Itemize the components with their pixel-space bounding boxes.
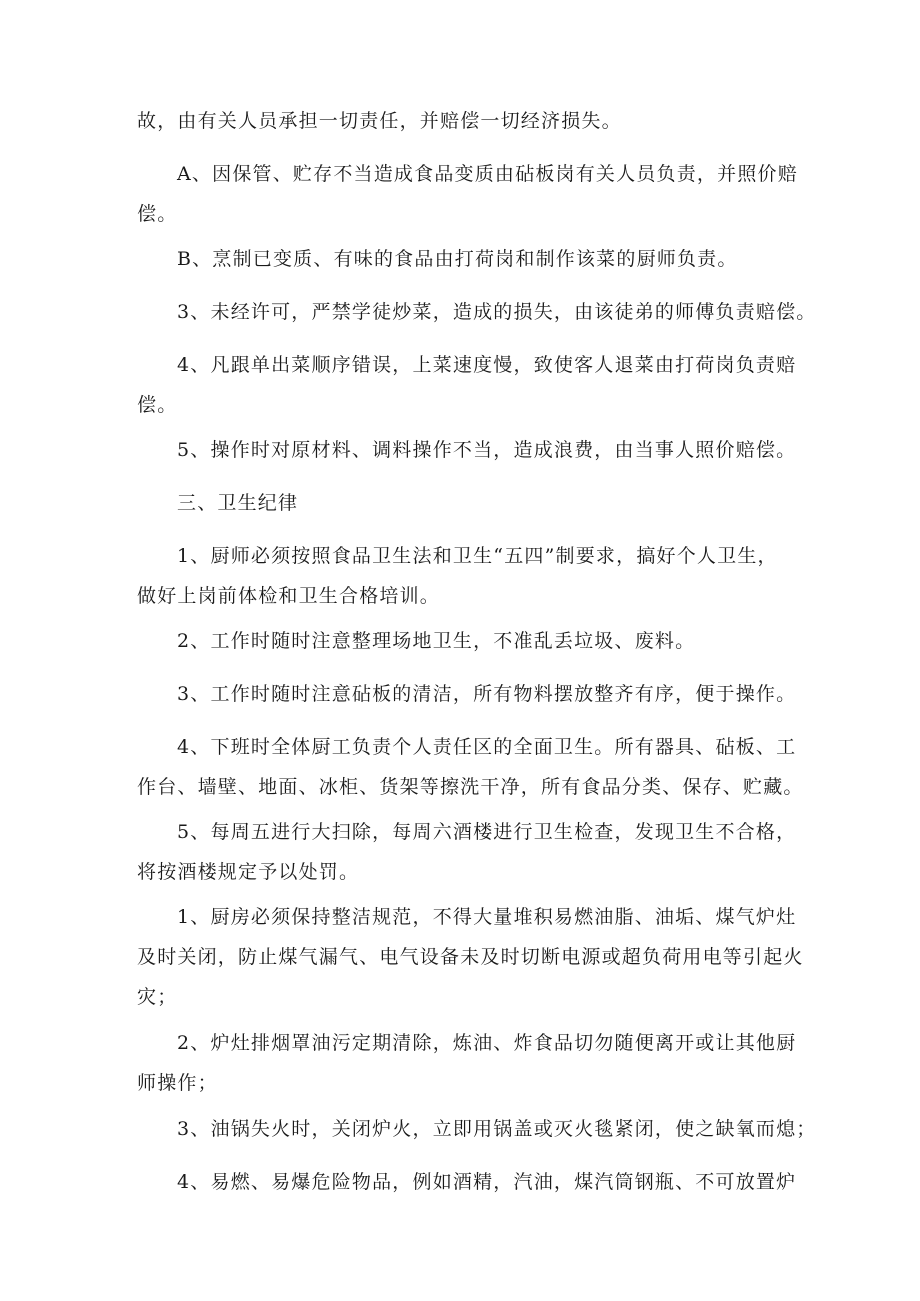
paragraph [137,621,797,661]
paragraph [137,897,804,1017]
text-line: 2、工作时随时注意整理场地卫生，不准乱丢垃圾、废料。 [177,630,696,652]
text-line: 5、每周五进行大扫除，每周六酒楼进行卫生检查，发现卫生不合格， [177,821,797,843]
paragraph [137,812,797,892]
text-line: 师操作； [137,1072,218,1094]
text-line: 故，由有关人员承担一切责任，并赔偿一切经济损失。 [137,110,622,132]
paragraph [137,101,797,141]
text-line: 3、工作时随时注意砧板的清洁，所有物料摆放整齐有序，便于操作。 [177,683,797,705]
text-line: 4、凡跟单出菜顺序错误，上菜速度慢，致使客人退菜由打荷岗负责赔 [177,354,797,376]
text-line: B、烹制已变质、有味的食品由打荷岗和制作该菜的厨师负责。 [177,248,738,270]
paragraph [137,154,797,234]
paragraph [137,674,797,714]
paragraph [137,345,797,425]
paragraph [137,430,797,470]
paragraph [137,292,817,332]
section-heading [137,483,797,523]
text-line: 灾； [137,986,178,1008]
paragraph [137,727,804,807]
text-line: 3、未经许可，严禁学徒炒菜，造成的损失，由该徒弟的师傅负责赔偿。 [177,301,817,323]
paragraph [137,1023,797,1103]
text-line: 3、油锅失火时，关闭炉火，立即用锅盖或灭火毯紧闭，使之缺氧而熄； [177,1118,817,1140]
paragraph [137,536,797,616]
paragraph [137,1162,797,1202]
paragraph [137,239,797,279]
text-line: 做好上岗前体检和卫生合格培训。 [137,585,441,607]
paragraph [137,1109,817,1149]
text-line: 偿。 [137,203,178,225]
text-line: 1、厨师必须按照食品卫生法和卫生“五四”制要求，搞好个人卫生， [177,545,778,567]
text-line: 三、卫生纪律 [177,492,299,514]
text-line: 5、操作时对原材料、调料操作不当，造成浪费，由当事人照价赔偿。 [177,439,797,461]
text-line: 2、炉灶排烟罩油污定期清除，炼油、炸食品切勿随便离开或让其他厨 [177,1032,797,1054]
text-line: A、因保管、贮存不当造成食品变质由砧板岗有关人员负责，并照价赔 [177,163,798,185]
text-line: 作台、墙壁、地面、冰柜、货架等擦洗干净，所有食品分类、保存、贮藏。 [137,776,804,798]
text-line: 及时关闭，防止煤气漏气、电气设备未及时切断电源或超负荷用电等引起火 [137,946,804,968]
text-line: 偿。 [137,394,178,416]
text-line: 4、易燃、易爆危险物品，例如酒精，汽油，煤汽筒钢瓶、不可放置炉 [177,1171,797,1193]
text-line: 4、下班时全体厨工负责个人责任区的全面卫生。所有器具、砧板、工 [177,736,797,758]
text-line: 将按酒楼规定予以处罚。 [137,861,360,883]
text-line: 1、厨房必须保持整洁规范，不得大量堆积易燃油脂、油垢、煤气炉灶 [177,906,797,928]
